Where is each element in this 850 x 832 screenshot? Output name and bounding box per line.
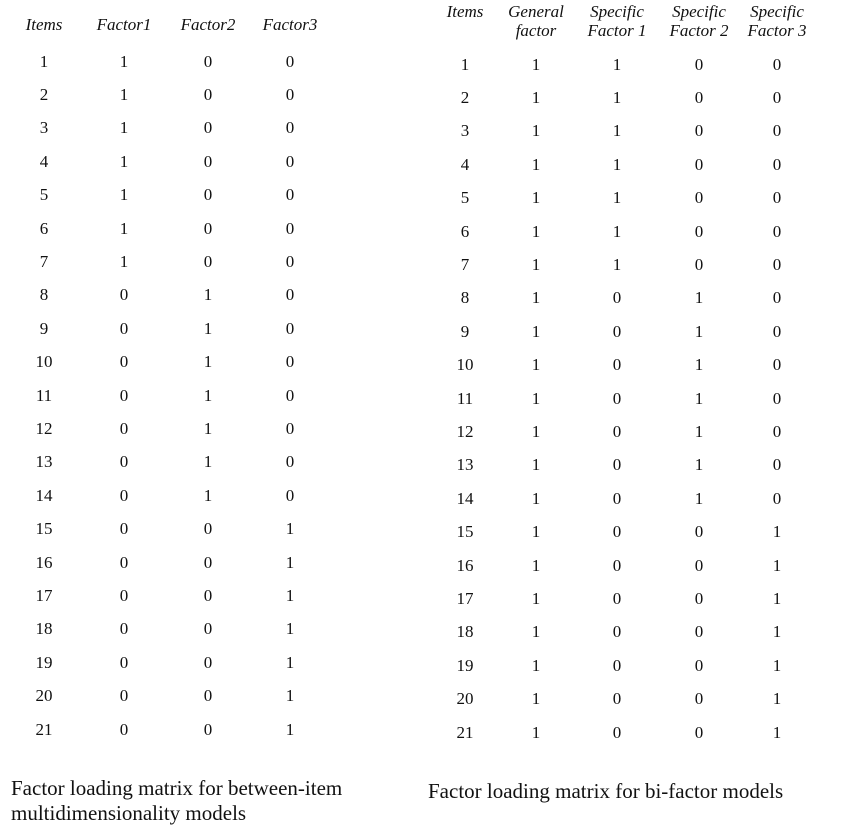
left-loading-cell: 0 — [119, 285, 129, 305]
left-loading-cell: 0 — [119, 686, 129, 706]
right-table-row — [432, 115, 816, 148]
left-item-cell: 15 — [35, 519, 53, 539]
left-table-row — [12, 312, 336, 345]
right-loading-cell: 1 — [772, 588, 782, 608]
left-item-cell: 1 — [39, 51, 49, 71]
right-loading-cell: 0 — [612, 588, 622, 608]
left-table-row — [12, 579, 336, 612]
right-loading-cell: 1 — [531, 355, 541, 375]
left-item-cell: 8 — [39, 285, 49, 305]
right-loading-cell: 0 — [612, 522, 622, 542]
left-loading-cell: 1 — [119, 151, 129, 171]
left-table-row — [12, 613, 336, 646]
right-loading-cell: 0 — [694, 722, 704, 742]
right-loading-cell: 1 — [531, 655, 541, 675]
left-table-row — [12, 145, 336, 178]
right-table-row — [432, 716, 816, 749]
left-item-cell: 6 — [39, 218, 49, 238]
right-item-cell: 21 — [456, 722, 474, 742]
left-loading-cell: 0 — [119, 418, 129, 438]
left-loading-cell: 0 — [119, 452, 129, 472]
right-loading-cell: 1 — [612, 121, 622, 141]
right-loading-cell: 0 — [612, 321, 622, 341]
right-loading-cell: 0 — [694, 522, 704, 542]
left-loading-cell: 0 — [119, 585, 129, 605]
right-item-cell: 2 — [460, 88, 470, 108]
right-loading-cell: 0 — [612, 488, 622, 508]
right-item-cell: 15 — [456, 522, 474, 542]
left-loading-cell: 0 — [119, 552, 129, 572]
right-loading-cell: 1 — [694, 421, 704, 441]
right-loading-cell: 0 — [612, 655, 622, 675]
right-loading-cell: 0 — [772, 288, 782, 308]
right-table-row — [432, 682, 816, 715]
right-loading-cell: 1 — [531, 722, 541, 742]
right-loading-cell: 1 — [612, 221, 622, 241]
right-loading-cell: 1 — [694, 321, 704, 341]
left-item-cell: 10 — [35, 352, 53, 372]
right-header-row — [432, 0, 816, 48]
left-loading-cell: 0 — [285, 318, 295, 338]
left-table-row — [12, 245, 336, 278]
left-loading-cell: 1 — [203, 452, 213, 472]
right-loading-cell: 1 — [531, 555, 541, 575]
right-item-cell: 7 — [460, 255, 470, 275]
right-loading-cell: 0 — [694, 555, 704, 575]
left-loading-cell: 0 — [119, 652, 129, 672]
left-loading-cell: 0 — [203, 652, 213, 672]
right-header-cell: General factor — [508, 2, 564, 40]
left-loading-cell: 0 — [285, 85, 295, 105]
right-header-cell: Specific Factor 2 — [669, 2, 729, 40]
left-header-row — [12, 15, 336, 45]
right-table-row — [432, 515, 816, 548]
right-loading-cell: 1 — [612, 88, 622, 108]
right-loading-cell: 1 — [612, 154, 622, 174]
right-table-row — [432, 215, 816, 248]
right-loading-cell: 1 — [772, 722, 782, 742]
right-item-cell: 14 — [456, 488, 474, 508]
right-table-row — [432, 616, 816, 649]
left-table-row — [12, 45, 336, 78]
left-header-cell: Factor2 — [180, 15, 236, 34]
left-table-row — [12, 713, 336, 746]
right-item-cell: 10 — [456, 355, 474, 375]
right-loading-cell: 0 — [694, 154, 704, 174]
right-loading-cell: 0 — [772, 388, 782, 408]
left-loading-cell: 0 — [203, 552, 213, 572]
left-loading-cell: 1 — [119, 85, 129, 105]
left-loading-cell: 0 — [285, 485, 295, 505]
right-loading-cell: 1 — [694, 288, 704, 308]
right-loading-cell: 0 — [694, 689, 704, 709]
right-table-row — [432, 549, 816, 582]
left-loading-cell: 1 — [203, 318, 213, 338]
left-loading-cell: 0 — [285, 51, 295, 71]
right-loading-cell: 0 — [694, 88, 704, 108]
left-loading-cell: 0 — [203, 118, 213, 138]
right-loading-cell: 1 — [531, 221, 541, 241]
left-loading-cell: 0 — [285, 185, 295, 205]
right-loading-cell: 1 — [694, 388, 704, 408]
right-body — [432, 48, 816, 749]
right-loading-cell: 1 — [772, 622, 782, 642]
right-loading-cell: 1 — [772, 655, 782, 675]
left-loading-cell: 1 — [119, 252, 129, 272]
left-loading-cell: 0 — [285, 452, 295, 472]
right-loading-cell: 0 — [612, 555, 622, 575]
left-loading-cell: 0 — [119, 385, 129, 405]
right-item-cell: 12 — [456, 421, 474, 441]
left-loading-cell: 1 — [203, 285, 213, 305]
left-loading-cell: 0 — [285, 218, 295, 238]
right-loading-cell: 0 — [694, 221, 704, 241]
right-item-cell: 11 — [456, 388, 474, 408]
left-loading-cell: 0 — [203, 519, 213, 539]
left-item-cell: 14 — [35, 485, 53, 505]
right-loading-cell: 0 — [772, 488, 782, 508]
left-loading-cell: 1 — [203, 418, 213, 438]
right-loading-cell: 0 — [694, 588, 704, 608]
left-table-row — [12, 446, 336, 479]
right-loading-cell: 0 — [772, 188, 782, 208]
left-loading-cell: 0 — [285, 118, 295, 138]
right-loading-cell: 1 — [531, 188, 541, 208]
right-loading-cell: 0 — [694, 188, 704, 208]
right-loading-cell: 0 — [694, 255, 704, 275]
right-loading-cell: 1 — [694, 488, 704, 508]
left-loading-cell: 0 — [203, 151, 213, 171]
right-loading-cell: 0 — [772, 455, 782, 475]
right-item-cell: 18 — [456, 622, 474, 642]
right-loading-cell: 0 — [694, 655, 704, 675]
right-table-row — [432, 315, 816, 348]
right-table-row — [432, 449, 816, 482]
left-loading-cell: 1 — [285, 585, 295, 605]
right-item-cell: 5 — [460, 188, 470, 208]
left-loading-cell: 0 — [285, 352, 295, 372]
left-loading-cell: 1 — [119, 51, 129, 71]
right-loading-cell: 1 — [612, 255, 622, 275]
left-loading-cell: 0 — [203, 686, 213, 706]
right-loading-cell: 1 — [531, 455, 541, 475]
left-loading-cell: 1 — [285, 619, 295, 639]
right-loading-cell: 1 — [694, 455, 704, 475]
right-loading-cell: 1 — [612, 188, 622, 208]
right-loading-cell: 0 — [612, 388, 622, 408]
left-loading-cell: 0 — [119, 485, 129, 505]
right-loading-cell: 0 — [772, 255, 782, 275]
left-item-cell: 13 — [35, 452, 53, 472]
left-loading-cell: 0 — [203, 252, 213, 272]
left-table-row — [12, 512, 336, 545]
left-loading-cell: 0 — [119, 352, 129, 372]
right-table-row — [432, 282, 816, 315]
right-loading-cell: 0 — [772, 355, 782, 375]
right-item-cell: 16 — [456, 555, 474, 575]
left-item-cell: 5 — [39, 185, 49, 205]
left-loading-cell: 1 — [285, 652, 295, 672]
right-loading-cell: 1 — [612, 54, 622, 74]
left-item-cell: 12 — [35, 418, 53, 438]
bifactor-loading-table — [432, 0, 816, 749]
between-item-loading-table — [12, 15, 336, 746]
right-loading-cell: 1 — [531, 321, 541, 341]
right-item-cell: 19 — [456, 655, 474, 675]
left-item-cell: 11 — [35, 385, 53, 405]
right-loading-cell: 1 — [531, 421, 541, 441]
left-item-cell: 16 — [35, 552, 53, 572]
left-loading-cell: 0 — [203, 85, 213, 105]
right-loading-cell: 0 — [772, 88, 782, 108]
left-loading-cell: 0 — [119, 519, 129, 539]
left-table-row — [12, 412, 336, 445]
left-caption: Factor loading matrix for between-item multidimensionality models — [11, 776, 343, 825]
left-loading-cell: 0 — [119, 318, 129, 338]
left-loading-cell: 0 — [119, 619, 129, 639]
right-loading-cell: 0 — [612, 288, 622, 308]
right-table-row — [432, 582, 816, 615]
right-table-row — [432, 349, 816, 382]
right-table-row — [432, 48, 816, 81]
left-loading-cell: 0 — [285, 151, 295, 171]
left-loading-cell: 0 — [285, 385, 295, 405]
right-loading-cell: 1 — [531, 121, 541, 141]
left-table-row — [12, 78, 336, 111]
right-caption: Factor loading matrix for bi-factor models — [428, 779, 784, 803]
left-item-cell: 7 — [39, 252, 49, 272]
right-header-cell: Specific Factor 1 — [587, 2, 647, 40]
left-loading-cell: 1 — [119, 185, 129, 205]
left-item-cell: 9 — [39, 318, 49, 338]
left-loading-cell: 1 — [203, 385, 213, 405]
right-loading-cell: 0 — [694, 622, 704, 642]
right-table-row — [432, 382, 816, 415]
left-loading-cell: 0 — [203, 585, 213, 605]
left-table-row — [12, 179, 336, 212]
left-loading-cell: 1 — [119, 218, 129, 238]
right-loading-cell: 1 — [531, 689, 541, 709]
left-table-row — [12, 546, 336, 579]
right-loading-cell: 1 — [531, 54, 541, 74]
left-table-row — [12, 379, 336, 412]
left-item-cell: 2 — [39, 85, 49, 105]
right-loading-cell: 1 — [694, 355, 704, 375]
right-loading-cell: 0 — [772, 221, 782, 241]
right-loading-cell: 1 — [531, 388, 541, 408]
right-header-cell: Specific Factor 3 — [747, 2, 807, 40]
left-item-cell: 21 — [35, 719, 53, 739]
right-loading-cell: 0 — [612, 689, 622, 709]
right-loading-cell: 1 — [531, 88, 541, 108]
right-table-row — [432, 482, 816, 515]
right-item-cell: 3 — [460, 121, 470, 141]
left-item-cell: 4 — [39, 151, 49, 171]
left-loading-cell: 1 — [203, 485, 213, 505]
right-table-row — [432, 81, 816, 114]
right-loading-cell: 1 — [531, 255, 541, 275]
right-loading-cell: 0 — [612, 622, 622, 642]
right-loading-cell: 1 — [531, 154, 541, 174]
right-loading-cell: 0 — [772, 321, 782, 341]
right-loading-cell: 1 — [772, 522, 782, 542]
left-item-cell: 17 — [35, 585, 53, 605]
left-item-cell: 19 — [35, 652, 53, 672]
left-loading-cell: 0 — [285, 285, 295, 305]
right-item-cell: 9 — [460, 321, 470, 341]
left-loading-cell: 1 — [285, 552, 295, 572]
left-body — [12, 45, 336, 746]
right-item-cell: 8 — [460, 288, 470, 308]
left-header-cell: Factor3 — [262, 15, 318, 34]
left-table-row — [12, 212, 336, 245]
right-table-row — [432, 148, 816, 181]
right-item-cell: 1 — [460, 54, 470, 74]
right-item-cell: 6 — [460, 221, 470, 241]
right-item-cell: 4 — [460, 154, 470, 174]
left-loading-cell: 0 — [203, 619, 213, 639]
right-loading-cell: 0 — [772, 421, 782, 441]
left-loading-cell: 1 — [119, 118, 129, 138]
left-loading-cell: 1 — [285, 519, 295, 539]
right-loading-cell: 1 — [531, 522, 541, 542]
left-loading-cell: 1 — [203, 352, 213, 372]
right-loading-cell: 1 — [531, 588, 541, 608]
right-loading-cell: 1 — [531, 622, 541, 642]
left-loading-cell: 0 — [285, 418, 295, 438]
left-loading-cell: 0 — [203, 719, 213, 739]
left-loading-cell: 0 — [203, 218, 213, 238]
left-table-row — [12, 112, 336, 145]
right-item-cell: 17 — [456, 588, 474, 608]
right-loading-cell: 0 — [772, 154, 782, 174]
right-loading-cell: 0 — [612, 355, 622, 375]
left-table-row — [12, 346, 336, 379]
right-table-row — [432, 415, 816, 448]
right-loading-cell: 1 — [772, 555, 782, 575]
right-table-row — [432, 182, 816, 215]
left-loading-cell: 0 — [285, 252, 295, 272]
left-loading-cell: 0 — [203, 51, 213, 71]
right-header-cell: Items — [446, 2, 484, 21]
left-loading-cell: 0 — [203, 185, 213, 205]
left-loading-cell: 1 — [285, 686, 295, 706]
right-loading-cell: 0 — [612, 722, 622, 742]
right-loading-cell: 0 — [772, 121, 782, 141]
left-table-row — [12, 279, 336, 312]
right-loading-cell: 1 — [531, 288, 541, 308]
left-header-cell: Factor1 — [96, 15, 152, 34]
right-table-row — [432, 248, 816, 281]
left-item-cell: 20 — [35, 686, 53, 706]
right-item-cell: 20 — [456, 689, 474, 709]
left-item-cell: 3 — [39, 118, 49, 138]
right-table-row — [432, 649, 816, 682]
right-loading-cell: 0 — [694, 121, 704, 141]
right-item-cell: 13 — [456, 455, 474, 475]
right-loading-cell: 0 — [612, 455, 622, 475]
left-header-cell: Items — [25, 15, 63, 34]
right-loading-cell: 1 — [531, 488, 541, 508]
right-loading-cell: 1 — [772, 689, 782, 709]
right-loading-cell: 0 — [694, 54, 704, 74]
left-item-cell: 18 — [35, 619, 53, 639]
left-table-row — [12, 646, 336, 679]
left-table-row — [12, 679, 336, 712]
left-table-row — [12, 479, 336, 512]
right-loading-cell: 0 — [772, 54, 782, 74]
left-loading-cell: 1 — [285, 719, 295, 739]
right-loading-cell: 0 — [612, 421, 622, 441]
left-loading-cell: 0 — [119, 719, 129, 739]
